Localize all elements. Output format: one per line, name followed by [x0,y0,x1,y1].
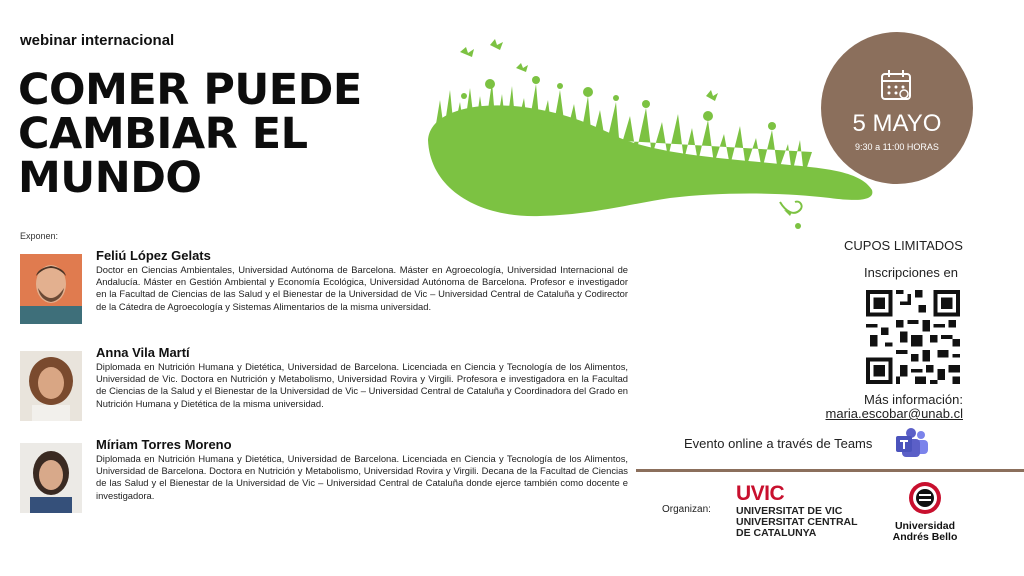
teams-event-label: Evento online a través de Teams [684,436,873,451]
speaker-bio: Diplomada en Nutrición Humana y Dietética, Universidad de Barcelona. Licenciada en Ciencia y Tecnología de los Alimentos, Universidad de Vic. Doctora en Nutrición y Metabolismo, Universidad Rovira y Virgili. Profesora e investigadora en la Facultad de Ciencias de la Salud y el Bienestar de la Universidad de Vic – Universidad Central de Cataluña y Coordinadora del Grado en Nutrición Humana y Dietética de la misma universidad. [96,361,628,409]
unab-name-line: Andrés Bello [892,531,958,543]
event-hours: 9:30 a 11:00 HORAS [855,142,939,152]
uvic-mark: VIC [750,482,785,505]
event-date: 5 MAYO [852,110,942,137]
uvic-logo [736,482,858,539]
registration-panel [640,0,1024,576]
webinar-kicker: webinar internacional [20,32,175,49]
unab-emblem-icon [907,480,943,516]
teams-icon [894,427,930,459]
speaker-name: Feliú López Gelats [96,248,211,263]
uvic-name-line: UNIVERSITAT CENTRAL [736,516,858,528]
limited-seats-label: CUPOS LIMITADOS [844,238,963,253]
registration-label: Inscripciones en [864,265,958,280]
unab-logo [890,480,960,543]
qr-code[interactable] [866,290,960,384]
page-title: COMER PUEDE CAMBIAR EL MUNDO [18,65,362,203]
speaker-name: Anna Vila Martí [96,345,190,360]
speaker-photo [20,351,82,421]
uvic-name-line: UNIVERSITAT DE VIC [736,505,843,517]
speaker-name: Míriam Torres Moreno [96,437,232,452]
unab-name-line: Universidad [894,520,956,532]
speaker-bio: Doctor en Ciencias Ambientales, Universidad Autónoma de Barcelona. Máster en Agroecología, Universidad Internacional de Andalucía. Máster en Gestión Ambiental y Economía Ecológica, Universidad Autónoma de Barcelona. Profesor e investigador en la Facultad de Ciencias de las Salud y el Bienestar de la Universidad de Vic – Universidad Central de Cataluña y Codirector de la Cátedra de Agroecología y Sistemas Alimentarios de la misma universidad. [96,264,628,312]
speaker-bio: Diplomada en Nutrición Humana y Dietética, Universidad de Barcelona. Licenciada en Ciencia y Tecnología de los Alimentos, Universidad de Barcelona. Doctora en Nutrición y Metabolismo, Universidad Rovira y Virgili. Decana de la Facultad de Ciencias de las Salud y el Bienestar de la Universidad de Vic – Universidad Central de Cataluña donde ejerce también como docente e investigadora. [96,453,628,501]
contact-email-link[interactable]: maria.escobar@unab.cl [825,406,963,421]
divider [636,469,1024,472]
uvic-u-icon: U [736,482,751,505]
uvic-name-line: DE CATALUNYA [736,527,817,539]
speaker-photo [20,254,82,324]
organizers-label: Organizan: [662,504,711,515]
speaker-photo [20,443,82,513]
more-info-label: Más información: [864,392,963,407]
speakers-label: Exponen: [20,231,59,241]
